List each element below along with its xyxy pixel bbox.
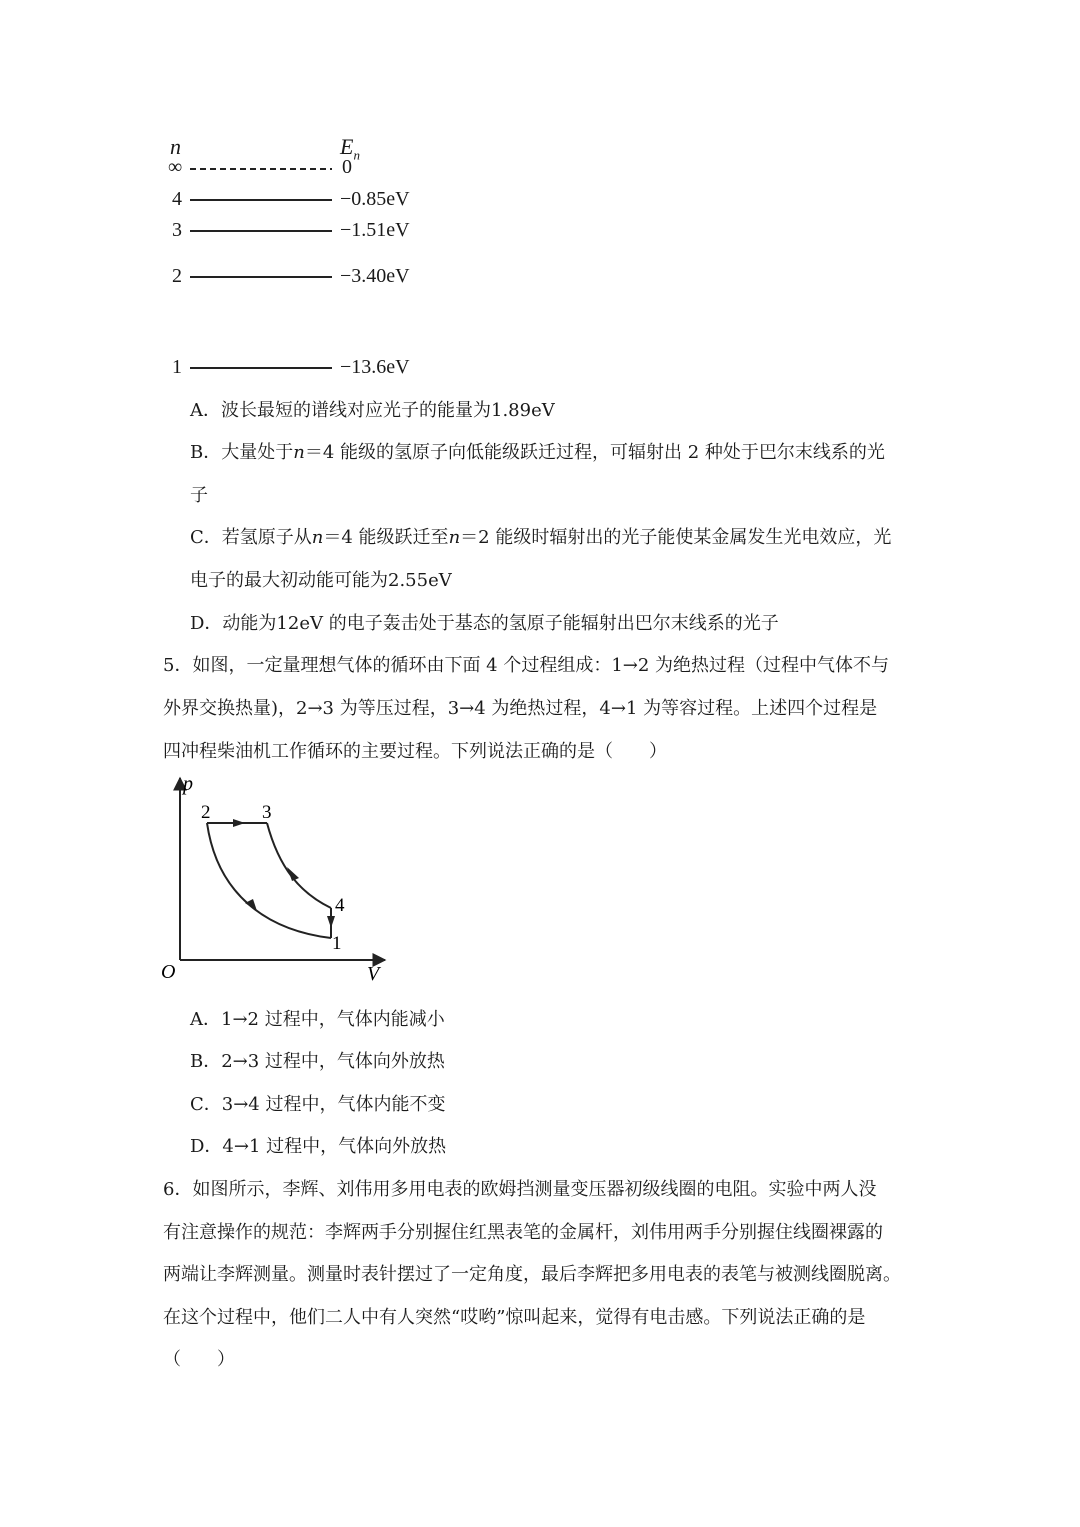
q4-option-c-var2: n: [448, 527, 461, 548]
point-3-label: 3: [262, 802, 272, 823]
level-n-4: 4: [172, 188, 182, 210]
q6-stem-line3: 两端让李辉测量。测量时表针摆过了一定角度，最后李辉把多用电表的表笔与被测线圈脱离。: [163, 1264, 901, 1285]
process-1-2-curve: [207, 823, 331, 938]
level-energy-4: −0.85eV: [340, 188, 410, 210]
q4-option-b-var: n: [293, 442, 305, 463]
q5-stem-line1: 5．如图，一定量理想气体的循环由下面 4 个过程组成：1→2 为绝热过程（过程中气体不与: [163, 655, 890, 676]
q5-option-d: D．4→1 过程中，气体向外放热: [190, 1136, 447, 1157]
q4-option-b-continued: 子: [190, 485, 208, 506]
q5-option-b: B．2→3 过程中，气体向外放热: [190, 1051, 445, 1072]
q4-option-c: [190, 523, 891, 549]
q4-option-b-prefix: B．大量处于: [190, 442, 294, 463]
point-4-label: 4: [335, 895, 345, 916]
v-axis-label: V: [367, 963, 380, 985]
q5-stem-line2: 外界交换热量)，2→3 为等压过程，3→4 为绝热过程，4→1 为等容过程。上述四个过程是: [163, 698, 878, 719]
level-n-infinity: ∞: [168, 156, 183, 178]
q4-option-b-text: ＝4 能级的氢原子向低能级跃迁过程，可辐射出 2 种处于巴尔末线系的光: [304, 442, 885, 463]
point-1-label: 1: [332, 933, 342, 954]
level-energy-3: −1.51eV: [340, 219, 410, 241]
q6-stem-line1: 6．如图所示，李辉、刘伟用多用电表的欧姆挡测量变压器初级线圈的电阻。实验中两人没: [163, 1179, 877, 1200]
origin-label: O: [161, 961, 176, 983]
q5-option-a: A．1→2 过程中，气体内能减小: [190, 1009, 445, 1030]
level-n-2: 2: [172, 265, 182, 287]
axis-n-label: n: [170, 134, 181, 159]
q5-stem-line3: 四冲程柴油机工作循环的主要过程。下列说法正确的是（ ）: [163, 741, 667, 762]
q6-stem-line4: 在这个过程中，他们二人中有人突然“哎哟”惊叫起来，觉得有电击感。下列说法正确的是: [163, 1307, 866, 1328]
q4-option-b: [190, 438, 885, 464]
level-energy-2: −3.40eV: [340, 265, 410, 287]
axis-energy-symbol: E: [340, 134, 354, 159]
q4-option-d: D．动能为12eV 的电子轰击处于基态的氢原子能辐射出巴尔末线系的光子: [190, 613, 779, 634]
process-3-4-curve: [267, 823, 331, 908]
process-2-3-arrow: [233, 819, 245, 827]
process-4-1-arrow: [327, 916, 335, 928]
axis-energy-subscript: n: [353, 147, 360, 163]
level-n-3: 3: [172, 219, 182, 241]
point-2-label: 2: [201, 802, 211, 823]
q4-option-c-prefix: C．若氢原子从: [190, 527, 312, 548]
q4-option-c-mid: ＝4 能级跃迁至: [323, 527, 449, 548]
q5-option-c: C．3→4 过程中，气体内能不变: [190, 1094, 446, 1115]
level-energy-1: −13.6eV: [340, 356, 410, 378]
q4-option-a: A．波长最短的谱线对应光子的能量为1.89eV: [190, 400, 555, 421]
q6-stem-line2: 有注意操作的规范：李辉两手分别握住红黑表笔的金属杆，刘伟用两手分别握住线圈裸露的: [163, 1222, 883, 1243]
level-n-1: 1: [172, 356, 182, 378]
p-axis-label: p: [183, 773, 193, 795]
pv-diagram: [155, 768, 395, 988]
q4-option-c-var1: n: [311, 527, 324, 548]
q6-stem-line5: （ ）: [163, 1349, 235, 1370]
level-energy-infinity: 0: [342, 156, 352, 178]
q4-option-c-text: ＝2 能级时辐射出的光子能使某金属发生光电效应，光: [460, 527, 892, 548]
process-1-2-arrow: [245, 899, 257, 911]
q4-option-c-continued: 电子的最大初动能可能为2.55eV: [190, 570, 452, 591]
